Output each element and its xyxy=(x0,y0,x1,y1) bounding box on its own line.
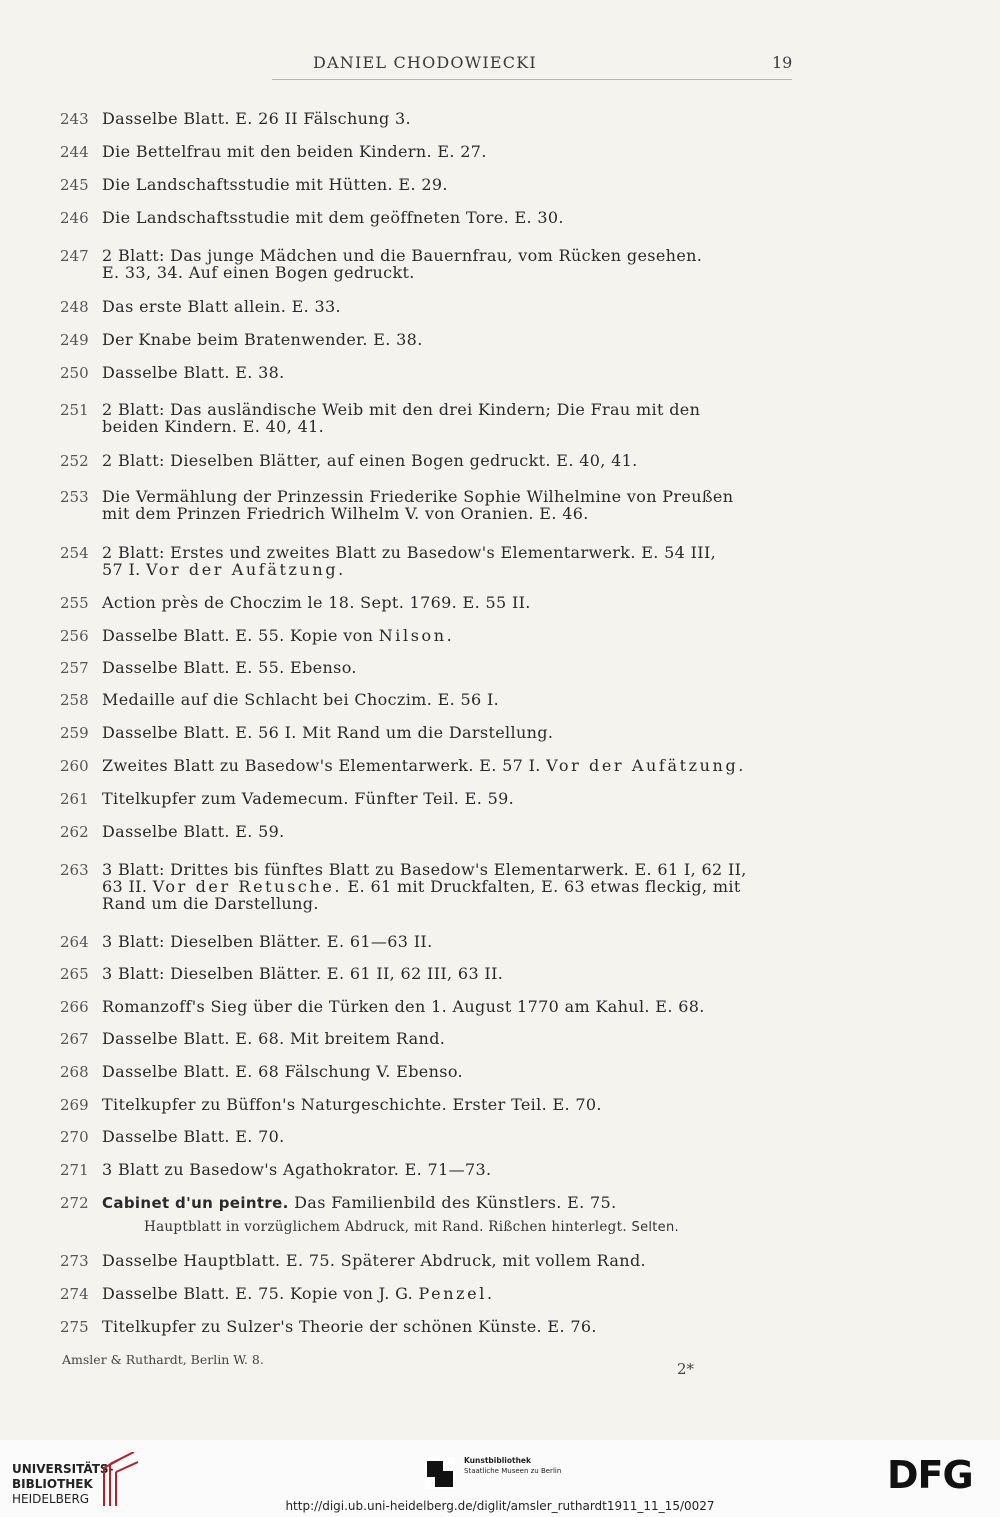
entry-number: 247 xyxy=(60,247,89,265)
entry-line: Das Familienbild des Künstlers. E. 75. xyxy=(294,1193,617,1212)
entry-text: Titelkupfer zum Vademecum. Fünfter Teil. E. 59. xyxy=(102,789,515,808)
kb-name: Kunstbibliothek xyxy=(464,1456,532,1465)
entry-number: 254 xyxy=(60,544,89,562)
entry-text: Dasselbe Blatt. E. 59. xyxy=(102,822,285,841)
entry-line: 2 Blatt: Erstes und zweites Blatt zu Basedow's Elementarwerk. E. 54 III, xyxy=(102,543,717,562)
entry-line: Zweites Blatt zu Basedow's Elementarwerk. E. 57 I. xyxy=(102,756,541,775)
entry-number: 271 xyxy=(60,1161,89,1179)
entry-text: 2 Blatt: Dieselben Blätter, auf einen Bogen gedruckt. E. 40, 41. xyxy=(102,451,638,470)
entry-text: Dasselbe Blatt. E. 56 I. Mit Rand um die Darstellung. xyxy=(102,723,554,742)
entry-text: Dasselbe Blatt. E. 68. Mit breitem Rand. xyxy=(102,1029,446,1048)
entry-number: 255 xyxy=(60,594,89,612)
entry-text: Dasselbe Blatt. E. 70. xyxy=(102,1127,285,1146)
entry-text: 3 Blatt: Dieselben Blätter. E. 61—63 II. xyxy=(102,932,433,951)
entry-number: 257 xyxy=(60,659,89,677)
entry-number: 261 xyxy=(60,790,89,808)
entry-number: 258 xyxy=(60,691,89,709)
entry-text: Titelkupfer zu Sulzer's Theorie der schönen Künste. E. 76. xyxy=(102,1317,597,1336)
entry-line: E. 61 mit Druckfalten, E. 63 etwas fleckig, mit xyxy=(347,877,741,896)
printer-imprint: Amsler & Ruthardt, Berlin W. 8. xyxy=(62,1352,264,1367)
entry-text: Dasselbe Blatt. E. 55. Ebenso. xyxy=(102,658,357,677)
entry-text: Das erste Blatt allein. E. 33. xyxy=(102,297,341,316)
kunstbibliothek-logo-icon xyxy=(425,1457,455,1489)
entry-text: 3 Blatt: Dieselben Blätter. E. 61 II, 62 III, 63 II. xyxy=(102,964,504,983)
entry-number: 262 xyxy=(60,823,89,841)
entry-number: 248 xyxy=(60,298,89,316)
entry-text xyxy=(102,1194,792,1212)
entry-spaced-phrase: Penzel. xyxy=(418,1284,495,1303)
entry-spaced-phrase: Nilson. xyxy=(378,626,455,645)
digitization-footer xyxy=(0,1440,1000,1517)
entry-line: mit dem Prinzen Friedrich Wilhelm V. von Oranien. E. 46. xyxy=(102,504,589,523)
entry-line: Die Vermählung der Prinzessin Friederike Sophie Wilhelmine von Preußen xyxy=(102,487,734,506)
entry-text xyxy=(102,544,792,578)
note-line xyxy=(144,1219,679,1235)
note-emphasis: Selten. xyxy=(631,1220,679,1235)
entry-number: 246 xyxy=(60,209,89,227)
entry-number: 249 xyxy=(60,331,89,349)
entry-line: 3 Blatt: Drittes bis fünftes Blatt zu Basedow's Elementarwerk. E. 61 I, 62 II, xyxy=(102,860,747,879)
entry-number: 264 xyxy=(60,933,89,951)
entry-line: 63 II. xyxy=(102,877,148,896)
entry-text xyxy=(102,247,792,281)
signature-mark: 2* xyxy=(677,1360,695,1378)
dfg-logo[interactable]: DFG xyxy=(887,1453,973,1497)
entry-text: Der Knabe beim Bratenwender. E. 38. xyxy=(102,330,423,349)
entry-number: 273 xyxy=(60,1252,89,1270)
entry-spaced-phrase: Vor der Aufätzung. xyxy=(146,560,346,579)
entry-line: E. 33, 34. Auf einen Bogen gedruckt. xyxy=(102,263,415,282)
entry-number: 251 xyxy=(60,401,89,419)
kunstbibliothek-label[interactable] xyxy=(464,1456,561,1476)
library-name-line: UNIVERSITÄTS- xyxy=(12,1462,114,1476)
entry-text xyxy=(102,1285,792,1302)
library-name-line: BIBLIOTHEK xyxy=(12,1477,93,1491)
entry-number: 259 xyxy=(60,724,89,742)
entry-number: 245 xyxy=(60,176,89,194)
entry-text xyxy=(102,861,792,912)
entry-text: Dasselbe Blatt. E. 38. xyxy=(102,363,285,382)
page-number: 19 xyxy=(772,53,793,72)
entry-number: 252 xyxy=(60,452,89,470)
entry-line: Dasselbe Blatt. E. 75. Kopie von J. G. xyxy=(102,1284,414,1303)
entry-number: 272 xyxy=(60,1194,89,1212)
entry-text: Dasselbe Blatt. E. 68 Fälschung V. Ebenso. xyxy=(102,1062,463,1081)
entry-title-bold: Cabinet d'un peintre. xyxy=(102,1194,289,1212)
entry-number: 274 xyxy=(60,1285,89,1303)
entry-number: 253 xyxy=(60,488,89,506)
entry-number: 243 xyxy=(60,110,89,128)
entry-number: 275 xyxy=(60,1318,89,1336)
entry-number: 256 xyxy=(60,627,89,645)
page-title: DANIEL CHODOWIECKI xyxy=(313,53,537,72)
entry-line: Dasselbe Blatt. E. 55. Kopie von xyxy=(102,626,374,645)
entry-text: Dasselbe Blatt. E. 26 II Fälschung 3. xyxy=(102,109,411,128)
entry-text: Action près de Choczim le 18. Sept. 1769. E. 55 II. xyxy=(102,593,531,612)
entry-line: beiden Kindern. E. 40, 41. xyxy=(102,417,325,436)
entry-number: 270 xyxy=(60,1128,89,1146)
entry-text: Medaille auf die Schlacht bei Choczim. E. 56 I. xyxy=(102,690,500,709)
entry-spaced-phrase: Vor der Retusche. xyxy=(152,877,343,896)
entry-text xyxy=(102,401,792,435)
entry-number: 260 xyxy=(60,757,89,775)
entry-number: 268 xyxy=(60,1063,89,1081)
entry-number: 265 xyxy=(60,965,89,983)
entry-text xyxy=(102,488,792,522)
entry-text: Romanzoff's Sieg über die Türken den 1. August 1770 am Kahul. E. 68. xyxy=(102,997,705,1016)
entry-line: 2 Blatt: Das junge Mädchen und die Bauernfrau, vom Rücken gesehen. xyxy=(102,246,703,265)
entry-text xyxy=(102,757,792,774)
entry-text xyxy=(102,627,792,644)
entry-number: 244 xyxy=(60,143,89,161)
entry-number: 250 xyxy=(60,364,89,382)
kb-sub: Staatliche Museen zu Berlin xyxy=(464,1467,562,1475)
entry-text: Die Landschaftsstudie mit dem geöffneten Tore. E. 30. xyxy=(102,208,564,227)
entry-line: 57 I. xyxy=(102,560,141,579)
note-text: Hauptblatt in vorzüglichem Abdruck, mit Rand. Rißchen hinterlegt. xyxy=(144,1219,627,1235)
running-head xyxy=(0,53,1000,77)
entry-text: Titelkupfer zu Büffon's Naturgeschichte. Erster Teil. E. 70. xyxy=(102,1095,602,1114)
entry-text: Dasselbe Hauptblatt. E. 75. Späterer Abdruck, mit vollem Rand. xyxy=(102,1251,646,1270)
entry-text: 3 Blatt zu Basedow's Agathokrator. E. 71—73. xyxy=(102,1160,492,1179)
entry-text: Die Landschaftsstudie mit Hütten. E. 29. xyxy=(102,175,448,194)
library-name-line: HEIDELBERG xyxy=(12,1492,90,1506)
entry-line: 2 Blatt: Das ausländische Weib mit den drei Kindern; Die Frau mit den xyxy=(102,400,701,419)
entry-number: 266 xyxy=(60,998,89,1016)
entry-number: 267 xyxy=(60,1030,89,1048)
header-rule xyxy=(272,79,792,80)
permalink-url[interactable]: http://digi.ub.uni-heidelberg.de/diglit/amsler_ruthardt1911_11_15/0027 xyxy=(285,1499,715,1513)
entry-line: Rand um die Darstellung. xyxy=(102,894,319,913)
entry-number: 263 xyxy=(60,861,89,879)
entry-text: Die Bettelfrau mit den beiden Kindern. E. 27. xyxy=(102,142,487,161)
entry-number: 269 xyxy=(60,1096,89,1114)
entry-spaced-phrase: Vor der Aufätzung. xyxy=(546,756,746,775)
